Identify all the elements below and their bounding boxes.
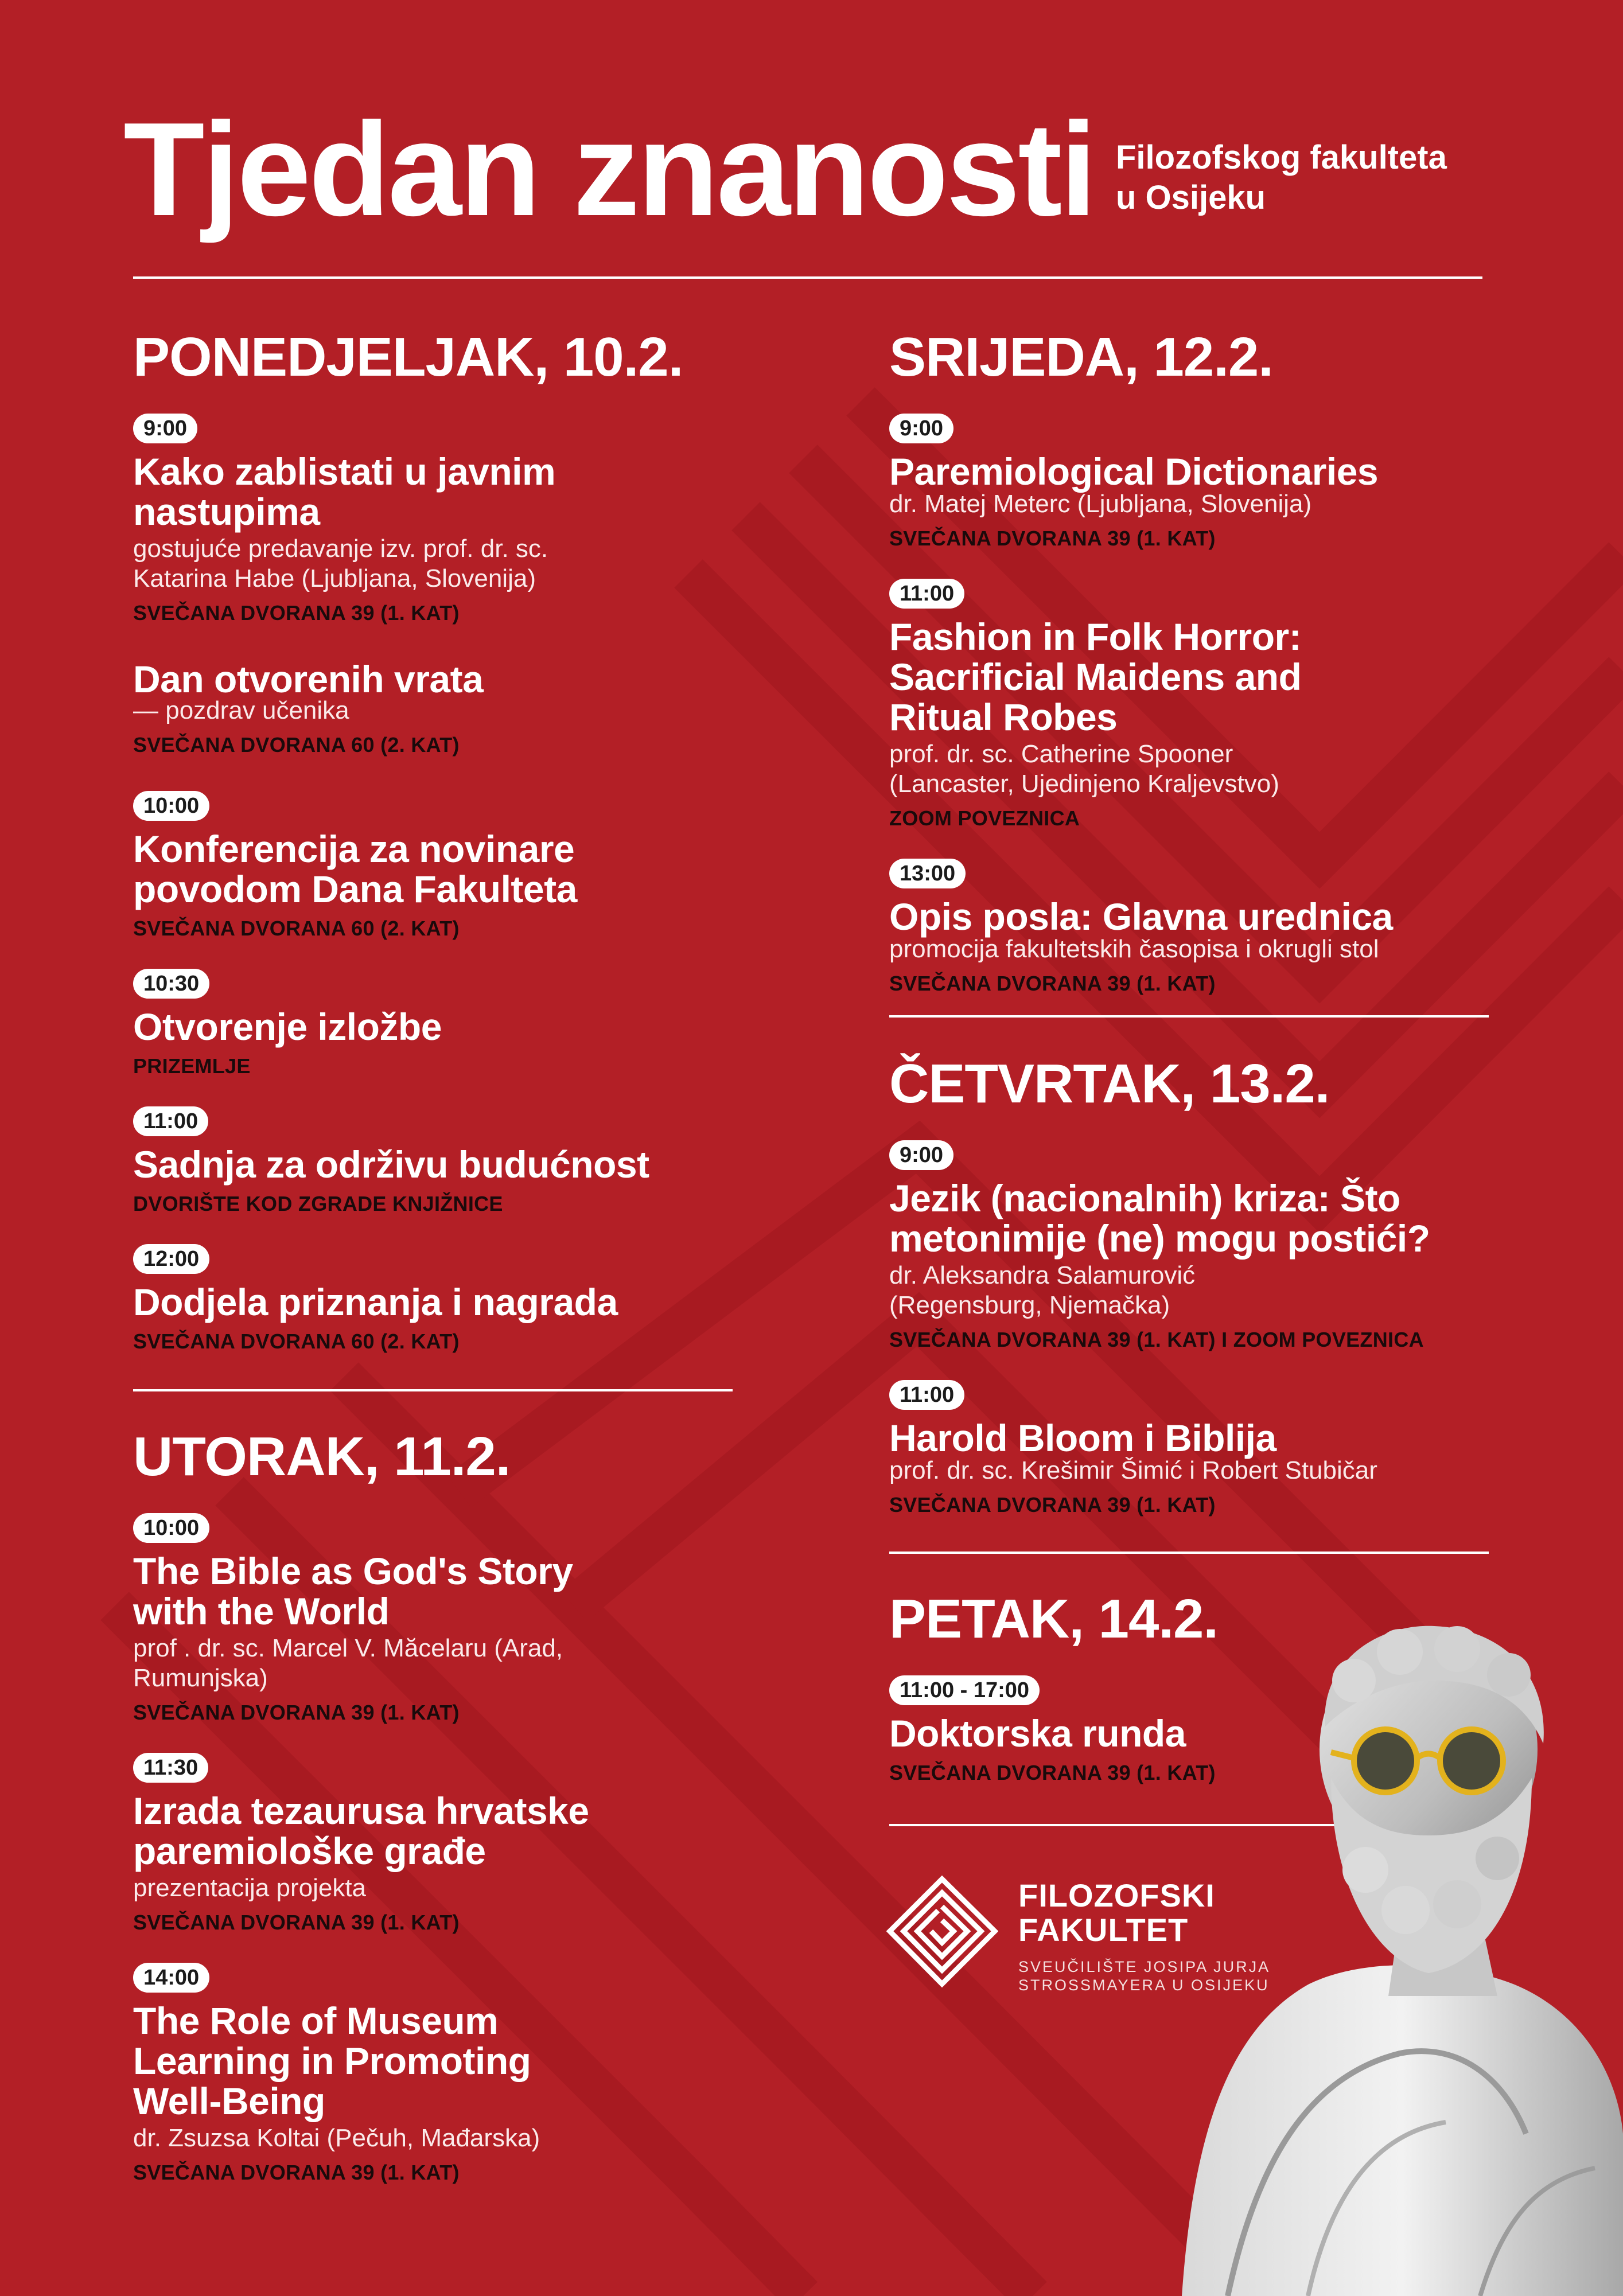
time-badge: 11:00	[133, 1106, 208, 1136]
event-location: SVEČANA DVORANA 39 (1. KAT) I ZOOM POVEZNICA	[889, 1328, 1424, 1351]
event-title: Dan otvorenih vrata	[133, 658, 484, 700]
column-right-middle	[889, 1053, 1486, 1518]
event-description: prof . dr. sc. Marcel V. Măcelaru (Arad, Rumunjska)	[133, 1634, 563, 1692]
event-location: SVEČANA DVORANA 39 (1. KAT)	[133, 2161, 460, 2184]
event-location: SVEČANA DVORANA 39 (1. KAT)	[133, 1911, 460, 1934]
event	[889, 414, 1486, 551]
event-location: SVEČANA DVORANA 60 (2. KAT)	[133, 917, 460, 940]
event-description: dr. Zsuzsa Koltai (Pečuh, Mađarska)	[133, 2124, 540, 2152]
event-location: SVEČANA DVORANA 39 (1. KAT)	[889, 972, 1216, 995]
event-location: DVORIŠTE KOD ZGRADE KNJIŽNICE	[133, 1192, 503, 1215]
event-title: Jezik (nacionalnih) kriza: Što metonimije (ne) mogu postići?	[889, 1177, 1430, 1260]
event-location: SVEČANA DVORANA 60 (2. KAT)	[133, 733, 460, 757]
event	[133, 659, 724, 758]
page-title: Tjedan znanosti	[123, 95, 1095, 244]
time-badge: 10:30	[133, 969, 209, 999]
event-title: Dodjela priznanja i nagrada	[133, 1281, 618, 1323]
event	[133, 1963, 724, 2185]
event	[133, 969, 724, 1079]
time-badge: 11:30	[133, 1753, 208, 1783]
event-location: SVEČANA DVORANA 39 (1. KAT)	[889, 1761, 1216, 1784]
event	[133, 791, 724, 941]
faculty-logo-text	[1018, 1878, 1270, 1994]
event-title: Opis posla: Glavna urednica	[889, 895, 1393, 938]
event-location: SVEČANA DVORANA 60 (2. KAT)	[133, 1330, 460, 1353]
event-description: prezentacija projekta	[133, 1874, 367, 1902]
event-title: The Bible as God's Story with the World	[133, 1550, 573, 1632]
event-title: Fashion in Folk Horror: Sacrificial Maidens and Ritual Robes	[889, 615, 1302, 738]
event-title: Otvorenje izložbe	[133, 1005, 442, 1048]
event-description: prof. dr. sc. Krešimir Šimić i Robert Stubičar	[889, 1456, 1377, 1484]
event-title: The Role of Museum Learning in Promoting Well-Being	[133, 1999, 531, 2122]
event	[133, 1106, 724, 1217]
event	[889, 1140, 1486, 1352]
time-badge: 11:00 - 17:00	[889, 1675, 1040, 1705]
day-heading: ČETVRTAK, 13.2.	[889, 1053, 1330, 1114]
event-title: Harold Bloom i Biblija	[889, 1417, 1276, 1459]
event	[133, 1753, 724, 1935]
subtitle-line-2: u Osijeku	[1116, 178, 1266, 216]
event-title: Izrada tezaurusa hrvatske paremiološke građe	[133, 1790, 589, 1872]
column-left-lower	[133, 1426, 724, 2185]
time-badge: 12:00	[133, 1244, 209, 1274]
header-divider	[133, 276, 1482, 279]
event-description: prof. dr. sc. Catherine Spooner (Lancaster, Ujedinjeno Kraljevstvo)	[889, 740, 1279, 798]
logo-sub-line-1: SVEUČILIŠTE JOSIPA JURJA	[1018, 1958, 1271, 1975]
time-badge: 9:00	[889, 1140, 953, 1170]
subtitle-line-1: Filozofskog fakulteta	[1116, 139, 1447, 176]
time-badge: 10:00	[133, 791, 209, 821]
time-badge: 10:00	[133, 1513, 209, 1543]
time-badge: 11:00	[889, 579, 964, 609]
event-title: Konferencija za novinare povodom Dana Fakulteta	[133, 828, 577, 910]
event-location: ZOOM POVEZNICA	[889, 806, 1080, 830]
time-badge: 9:00	[133, 414, 197, 443]
event-location: SVEČANA DVORANA 39 (1. KAT)	[133, 1701, 460, 1724]
column-left	[133, 326, 724, 1354]
event-description: dr. Matej Meterc (Ljubljana, Slovenija)	[889, 490, 1312, 518]
event-title: Kako zablistati u javnim nastupima	[133, 450, 556, 533]
section-divider	[889, 1552, 1489, 1554]
event-location: PRIZEMLJE	[133, 1054, 251, 1078]
event-title: Doktorska runda	[889, 1712, 1186, 1755]
faculty-logo-icon	[886, 1876, 998, 1987]
event-description: — pozdrav učenika	[133, 696, 349, 724]
day-heading: UTORAK, 11.2.	[133, 1426, 511, 1487]
page-subtitle	[1116, 138, 1447, 217]
event-description: gostujuće predavanje izv. prof. dr. sc. Katarina Habe (Ljubljana, Slovenija)	[133, 535, 548, 592]
day-heading: SRIJEDA, 12.2.	[889, 326, 1273, 388]
time-badge: 11:00	[889, 1380, 964, 1410]
day-heading: PONEDJELJAK, 10.2.	[133, 326, 683, 388]
event	[133, 414, 724, 626]
event	[889, 579, 1486, 831]
event-title: Sadnja za održivu budućnost	[133, 1143, 649, 1186]
event-location: SVEČANA DVORANA 39 (1. KAT)	[889, 527, 1216, 550]
logo-sub-line-2: STROSSMAYERA U OSIJEKU	[1018, 1977, 1270, 1994]
time-badge: 9:00	[889, 414, 953, 443]
event-description: dr. Aleksandra Salamurović (Regensburg, Njemačka)	[889, 1261, 1196, 1319]
section-divider	[133, 1389, 733, 1391]
event-location: SVEČANA DVORANA 39 (1. KAT)	[133, 601, 460, 625]
event	[889, 859, 1486, 996]
time-badge: 13:00	[889, 859, 966, 888]
event-title: Paremiological Dictionaries	[889, 450, 1379, 493]
event-description: promocija fakultetskih časopisa i okrugli stol	[889, 935, 1379, 963]
event-location: SVEČANA DVORANA 39 (1. KAT)	[889, 1493, 1216, 1517]
time-badge: 14:00	[133, 1963, 209, 1993]
event	[889, 1380, 1486, 1518]
section-divider	[889, 1015, 1489, 1018]
logo-name-line-1: FILOZOFSKI	[1018, 1877, 1215, 1913]
column-right	[889, 326, 1486, 996]
event	[133, 1513, 724, 1725]
day-heading: PETAK, 14.2.	[889, 1588, 1219, 1650]
event	[133, 1244, 724, 1354]
logo-name-line-2: FAKULTET	[1018, 1912, 1189, 1948]
